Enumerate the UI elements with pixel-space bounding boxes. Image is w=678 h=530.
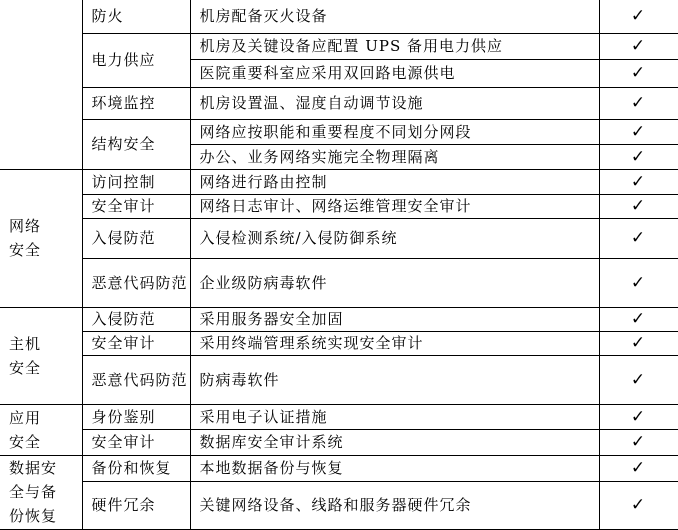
category-label: 安全 [9, 432, 42, 451]
measure-cell: 网络日志审计、网络运维管理安全审计 [190, 194, 599, 218]
table-row [0, 169, 678, 194]
measure-cell: 医院重要科室应采用双回路电源供电 [190, 59, 599, 87]
category-data-security-backup [0, 455, 82, 529]
measure-cell: 机房及关键设备应配置 UPS 备用电力供应 [190, 33, 599, 59]
category-cell [0, 0, 82, 169]
measure-cell: 关键网络设备、线路和服务器硬件冗余 [190, 481, 599, 529]
item-cell: 环境监控 [82, 87, 190, 119]
check-mark: ✓ [599, 194, 678, 218]
category-label: 安全 [9, 358, 42, 377]
table-row [0, 331, 678, 355]
measure-cell: 采用电子认证措施 [190, 404, 599, 429]
measure-cell: 办公、业务网络实施完全物理隔离 [190, 144, 599, 169]
item-cell: 安全审计 [82, 194, 190, 218]
measure-cell: 入侵检测系统/入侵防御系统 [190, 218, 599, 258]
category-label: 网络 [9, 217, 42, 236]
check-mark: ✓ [599, 119, 678, 144]
category-network-security [0, 169, 82, 307]
category-label: 安全 [9, 241, 42, 260]
table-row [0, 307, 678, 331]
check-mark: ✓ [599, 87, 678, 119]
table-row [0, 218, 678, 258]
check-mark: ✓ [599, 59, 678, 87]
table-row [0, 258, 678, 307]
check-mark: ✓ [599, 429, 678, 455]
item-cell: 结构安全 [82, 119, 190, 169]
item-cell: 硬件冗余 [82, 481, 190, 529]
item-cell: 防火 [82, 0, 190, 33]
table-row [0, 119, 678, 144]
item-cell: 入侵防范 [82, 218, 190, 258]
measure-cell: 采用终端管理系统实现安全审计 [190, 331, 599, 355]
measure-cell: 机房设置温、湿度自动调节设施 [190, 87, 599, 119]
item-cell: 安全审计 [82, 429, 190, 455]
item-cell: 备份和恢复 [82, 455, 190, 481]
category-application-security [0, 404, 82, 455]
item-cell: 访问控制 [82, 169, 190, 194]
measure-cell: 防病毒软件 [190, 355, 599, 404]
check-mark: ✓ [599, 144, 678, 169]
category-label: 主机 [9, 334, 42, 353]
item-cell: 恶意代码防范 [82, 258, 190, 307]
category-label: 数据安 [9, 458, 58, 477]
table-row [0, 404, 678, 429]
check-mark: ✓ [599, 481, 678, 529]
check-mark: ✓ [599, 218, 678, 258]
table-row [0, 0, 678, 33]
category-label: 应用 [9, 408, 42, 427]
check-mark: ✓ [599, 169, 678, 194]
table-row [0, 33, 678, 59]
check-mark: ✓ [599, 0, 678, 33]
check-mark: ✓ [599, 307, 678, 331]
item-cell: 安全审计 [82, 331, 190, 355]
measure-cell: 网络进行路由控制 [190, 169, 599, 194]
table-row [0, 87, 678, 119]
measure-cell: 数据库安全审计系统 [190, 429, 599, 455]
table-row [0, 429, 678, 455]
item-cell: 入侵防范 [82, 307, 190, 331]
item-cell: 电力供应 [82, 33, 190, 87]
check-mark: ✓ [599, 33, 678, 59]
category-label: 份恢复 [9, 506, 58, 525]
table-row [0, 481, 678, 529]
check-mark: ✓ [599, 355, 678, 404]
category-label: 全与备 [9, 482, 58, 501]
item-cell: 恶意代码防范 [82, 355, 190, 404]
check-mark: ✓ [599, 455, 678, 481]
table-row [0, 355, 678, 404]
item-cell: 身份鉴别 [82, 404, 190, 429]
check-mark: ✓ [599, 258, 678, 307]
table-row [0, 194, 678, 218]
category-host-security [0, 307, 82, 404]
measure-cell: 网络应按职能和重要程度不同划分网段 [190, 119, 599, 144]
measure-cell: 采用服务器安全加固 [190, 307, 599, 331]
measure-cell: 本地数据备份与恢复 [190, 455, 599, 481]
check-mark: ✓ [599, 404, 678, 429]
measure-cell: 机房配备灭火设备 [190, 0, 599, 33]
measure-cell: 企业级防病毒软件 [190, 258, 599, 307]
table-row [0, 455, 678, 481]
check-mark: ✓ [599, 331, 678, 355]
